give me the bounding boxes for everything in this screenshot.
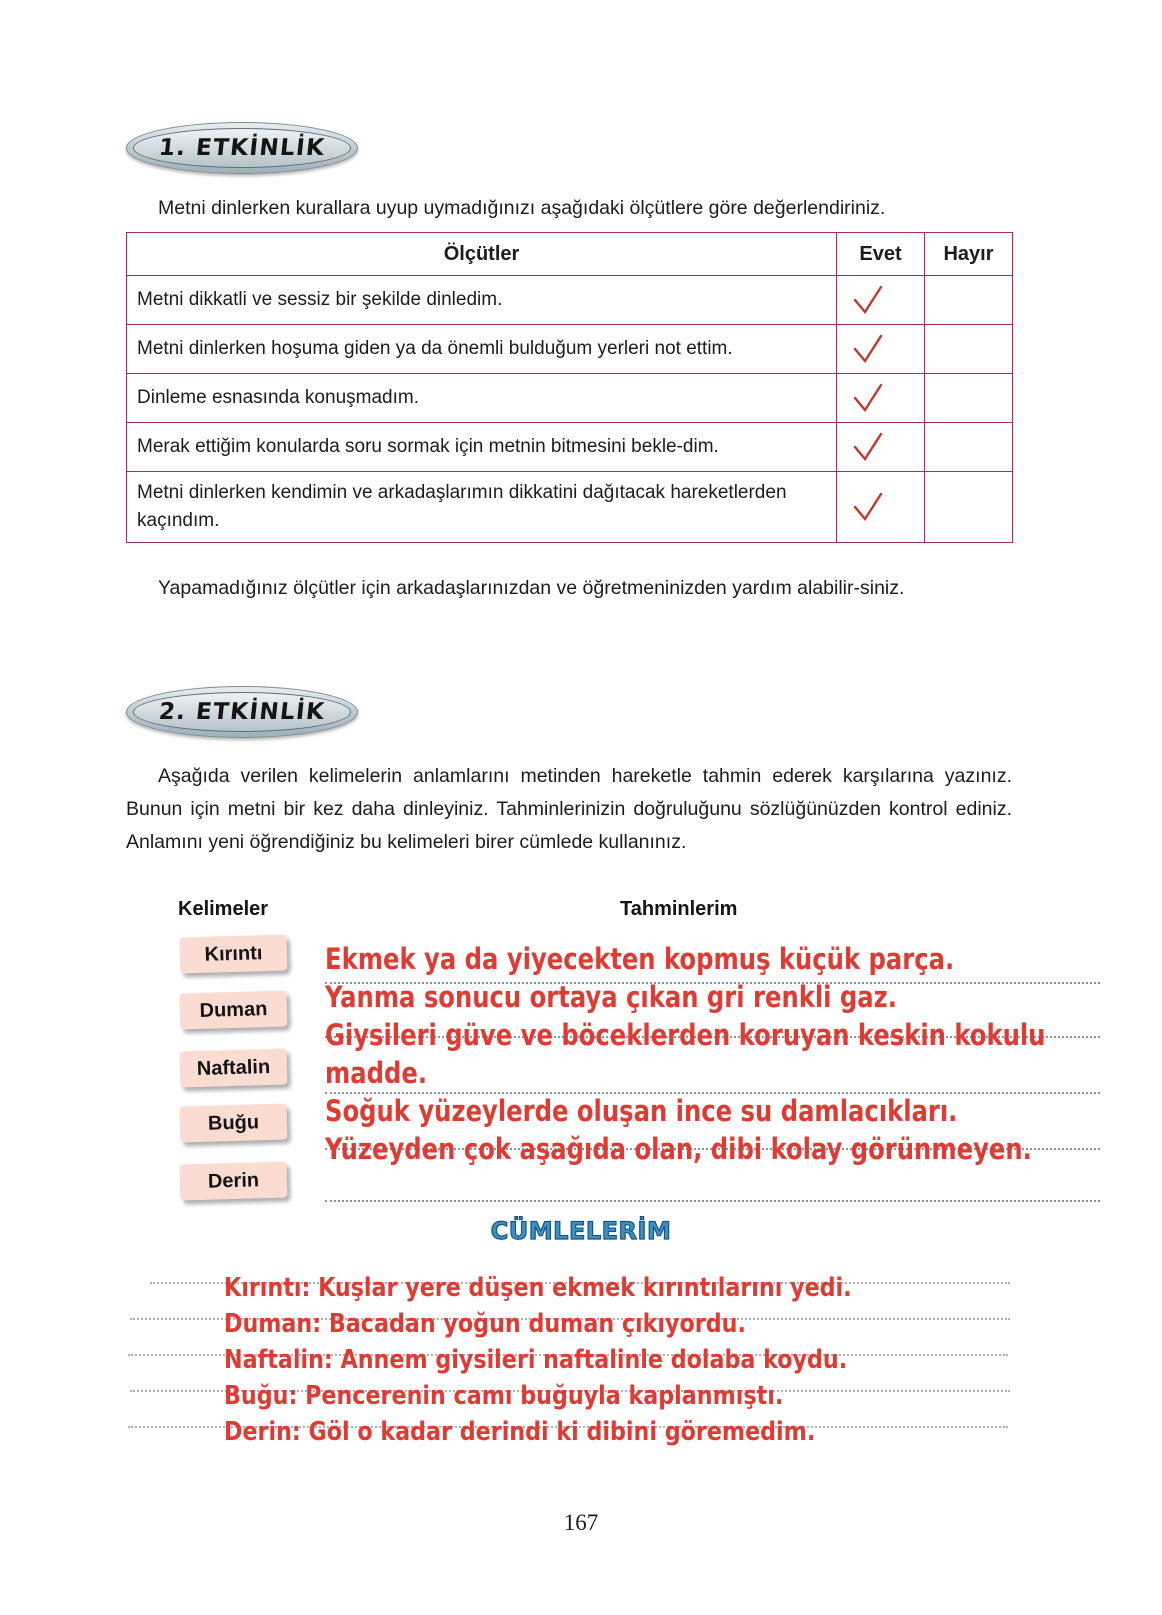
yes-checkbox-cell[interactable] [837, 374, 925, 423]
table-row [127, 423, 1013, 472]
table-header-row [127, 233, 1013, 276]
no-checkbox-cell[interactable] [925, 423, 1013, 472]
word-chip-duman: Duman [180, 991, 288, 1030]
no-checkbox-cell[interactable] [925, 276, 1013, 325]
prediction-answer-4: Soğuk yüzeylerde oluşan ince su damlacıkları. [325, 1094, 958, 1128]
page-number: 167 [563, 1510, 599, 1535]
activity-1-badge [126, 122, 358, 174]
activity-2-intro-text: Aşağıda verilen kelimelerin anlamlarını metinden hareketle tahmin ederek karşılarına yazınız. Bunun için metni bir kez daha dinleyiniz. Tahminlerinizin doğruluğunu sözlüğünüzden kontrol ediniz. Anlamını yeni öğrendiğiniz bu kelimeleri birer cümlede kullanınız. [126, 765, 1012, 853]
column-header-guesses: Tahminlerim [620, 898, 738, 920]
sentence-answer-1: Kırıntı: Kuşlar yere düşen ekmek kırıntılarını yedi. [224, 1273, 852, 1303]
table-row [127, 374, 1013, 423]
prediction-answer-1: Ekmek ya da yiyecekten kopmuş küçük parça. [325, 942, 955, 976]
yes-checkbox-cell[interactable] [837, 276, 925, 325]
prediction-answer-3: Giysileri güve ve böceklerden koruyan keskin kokulu madde. [325, 1018, 1046, 1090]
activity-2-badge-label: 2. ETKİNLİK [157, 699, 327, 725]
sentence-answer-4: Buğu: Pencerenin camı buğuyla kaplanmıştı. [224, 1381, 784, 1411]
word-chip-bugu: Buğu [180, 1104, 288, 1143]
no-checkbox-cell[interactable] [925, 472, 1013, 543]
criterion-text: Metni dikkatli ve sessiz bir şekilde dinledim. [127, 276, 837, 325]
sentence-answer-5: Derin: Göl o kadar derindi ki dibini göremedim. [224, 1417, 816, 1447]
no-checkbox-cell[interactable] [925, 374, 1013, 423]
sentence-answer-3: Naftalin: Annem giysileri naftalinle dolaba koydu. [224, 1345, 848, 1375]
column-header-words: Kelimeler [178, 898, 269, 920]
word-chip-derin: Derin [180, 1162, 288, 1201]
header-criteria: Ölçütler [127, 233, 837, 276]
criteria-table [126, 232, 1013, 543]
activity-2-badge [126, 686, 358, 738]
word-chip-naftalin: Naftalin [180, 1049, 288, 1088]
prediction-answer-2: Yanma sonucu ortaya çıkan gri renkli gaz. [325, 980, 897, 1014]
sentence-answer-2: Duman: Bacadan yoğun duman çıkıyordu. [224, 1309, 746, 1339]
check-icon [847, 381, 889, 415]
check-icon [847, 430, 889, 464]
yes-checkbox-cell[interactable] [837, 423, 925, 472]
check-icon [847, 332, 889, 366]
yes-checkbox-cell[interactable] [837, 325, 925, 374]
table-row [127, 325, 1013, 374]
prediction-line-5[interactable] [325, 1200, 1100, 1202]
word-chip-kirinti: Kırıntı [180, 935, 288, 974]
yes-checkbox-cell[interactable] [837, 472, 925, 543]
header-no: Hayır [925, 233, 1013, 276]
criterion-text: Dinleme esnasında konuşmadım. [127, 374, 837, 423]
badge-inner-ring [133, 128, 351, 168]
header-yes: Evet [837, 233, 925, 276]
criterion-text: Metni dinlerken kendimin ve arkadaşlarımın dikkatini dağıtacak hareketlerden kaçındım. [127, 472, 837, 543]
badge-inner-ring [133, 692, 351, 732]
criterion-text: Merak ettiğim konularda soru sormak için metnin bitmesini bekle-dim. [127, 423, 837, 472]
activity-1-badge-label: 1. ETKİNLİK [157, 135, 327, 161]
activity-1-intro-text: Metni dinlerken kurallara uyup uymadığınızı aşağıdaki ölçütlere göre değerlendiriniz. [158, 197, 886, 219]
check-icon [847, 283, 889, 317]
no-checkbox-cell[interactable] [925, 325, 1013, 374]
sentences-heading: CÜMLELERİM [490, 1217, 672, 1245]
prediction-answer-5: Yüzeyden çok aşağıda olan, dibi kolay görünmeyen. [325, 1132, 1032, 1166]
activity-1-outro-text: Yapamadığınız ölçütler için arkadaşlarınızdan ve öğretmeninizden yardım alabilir-siniz. [158, 577, 905, 599]
table-row [127, 472, 1013, 543]
check-icon [847, 490, 889, 524]
table-row [127, 276, 1013, 325]
criterion-text: Metni dinlerken hoşuma giden ya da önemli bulduğum yerleri not ettim. [127, 325, 837, 374]
